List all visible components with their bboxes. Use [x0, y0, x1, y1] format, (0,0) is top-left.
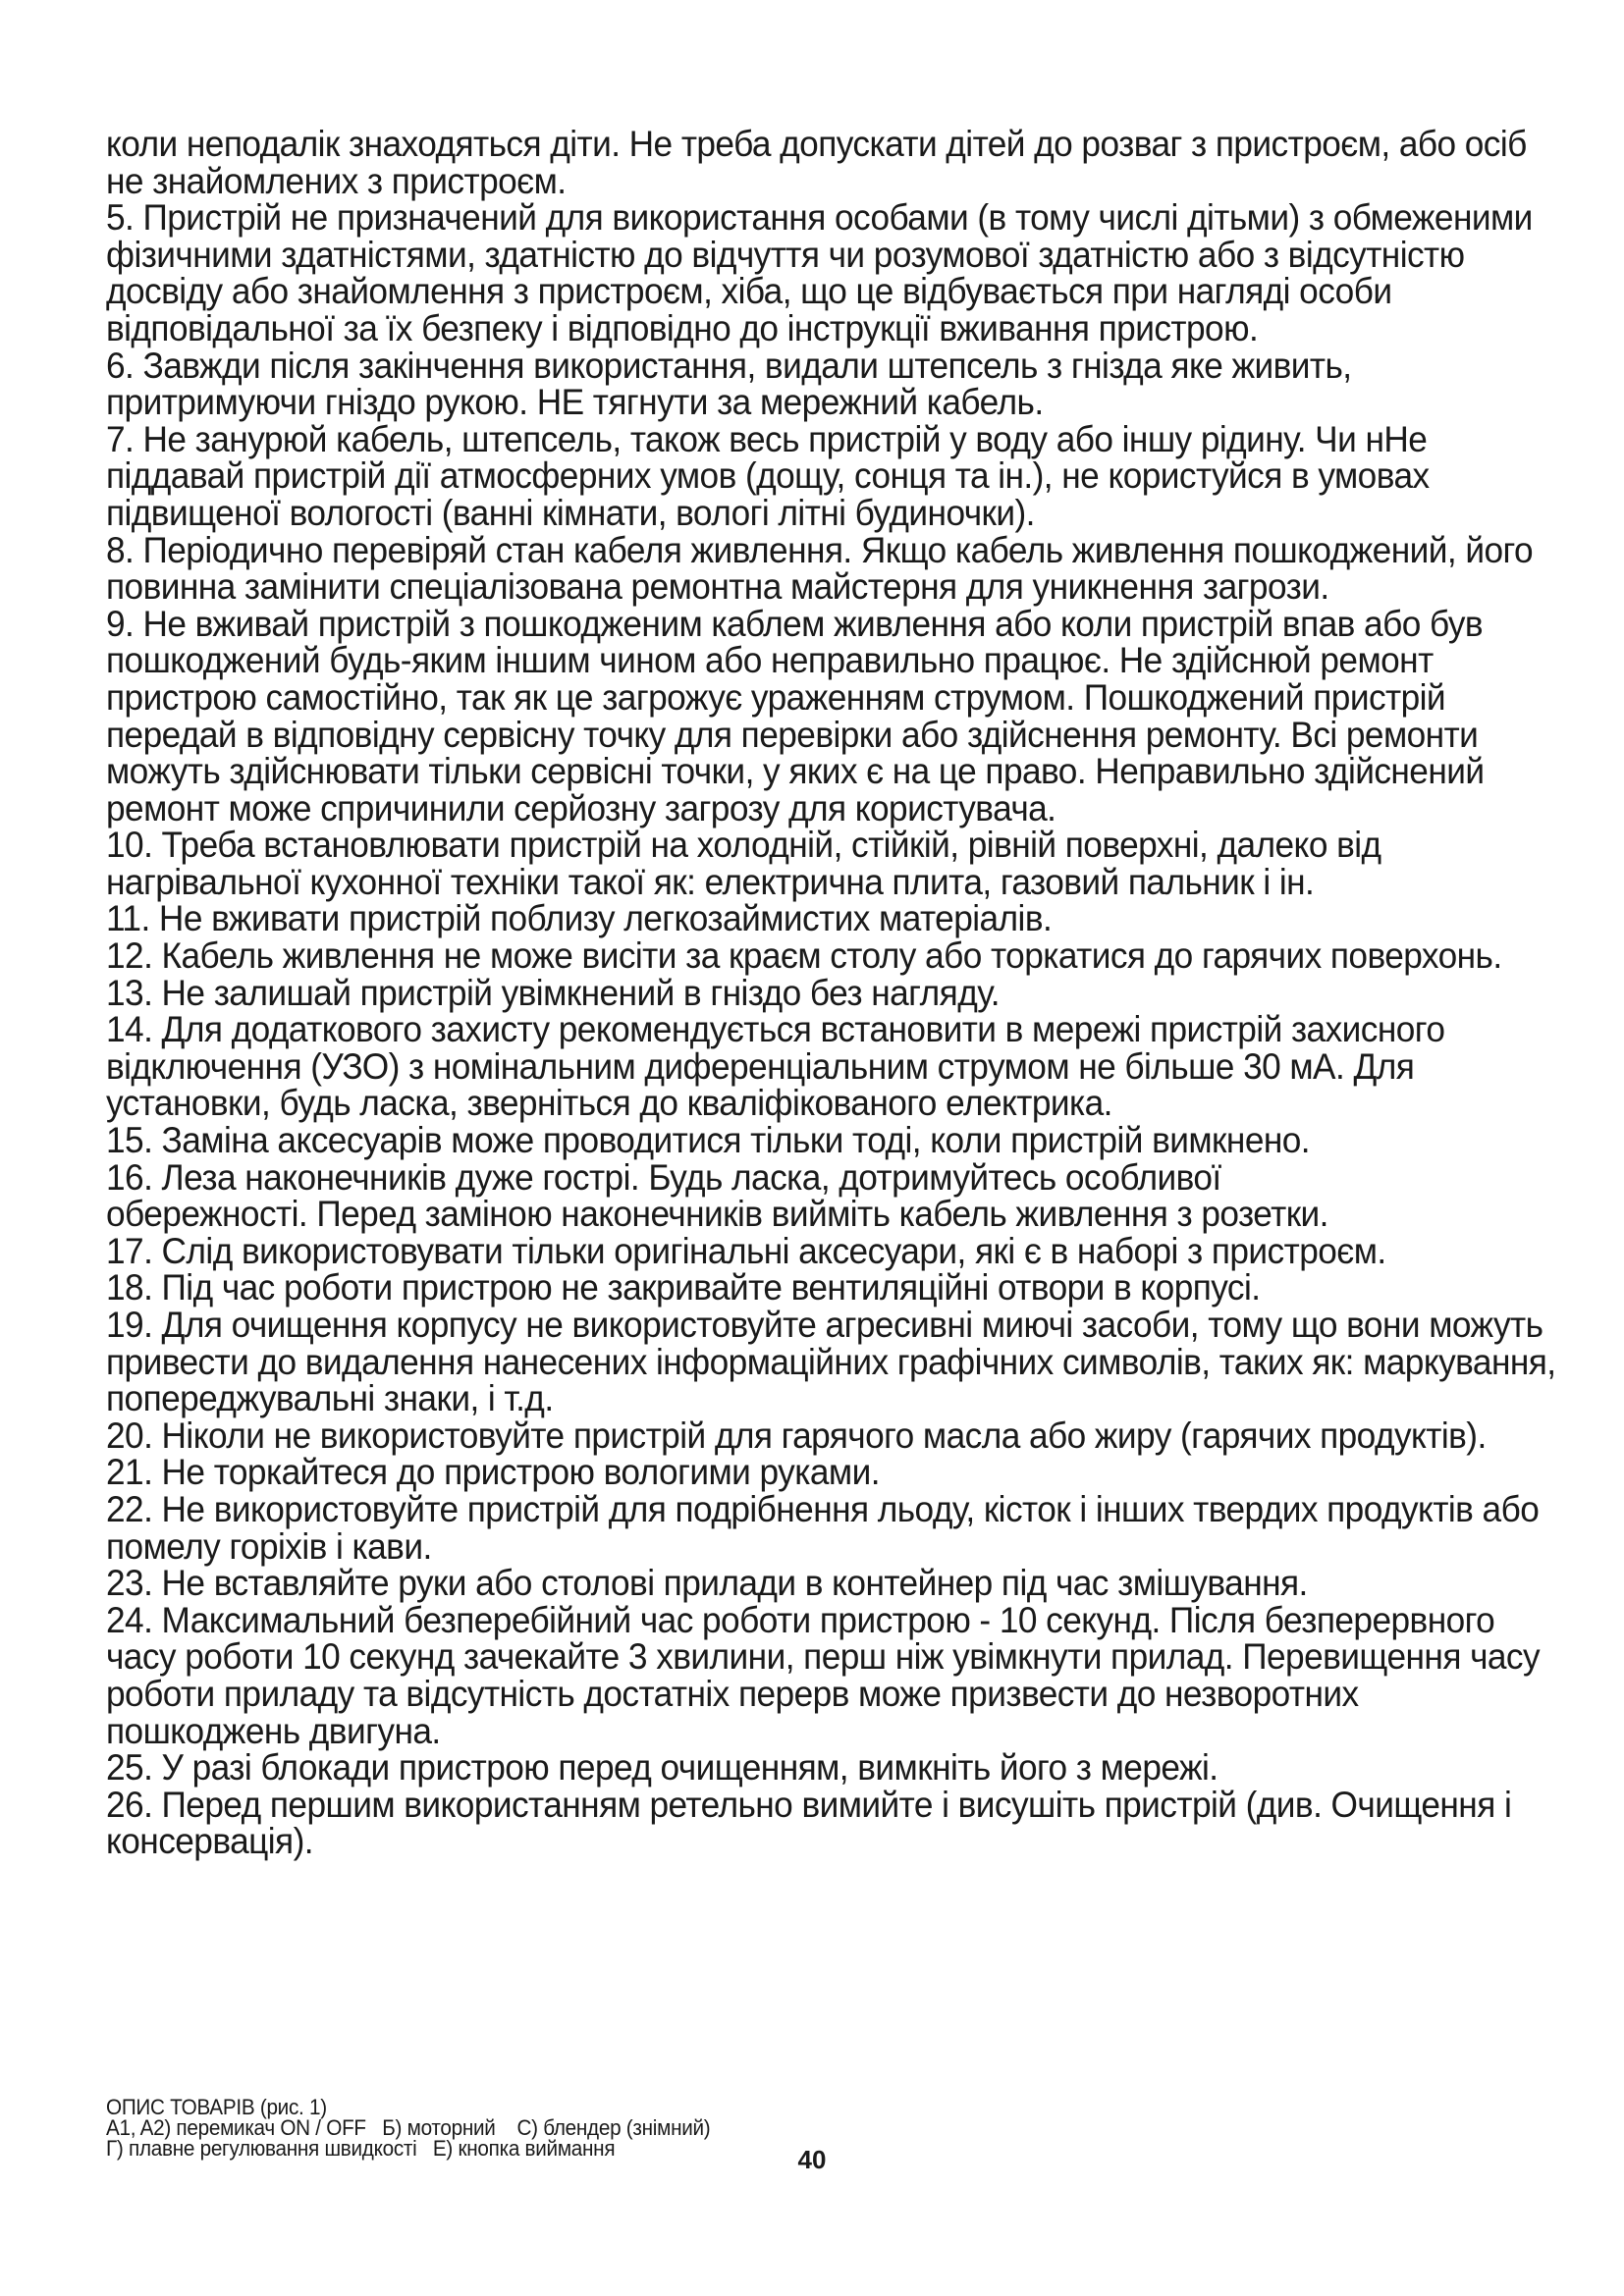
paragraph-13: 13. Не залишай пристрій увімкнений в гніздо без нагляду.: [106, 971, 1000, 1013]
paragraph-continuation: коли неподалік знаходяться діти. Не треба допускати дітей до розваг з пристроєм, або осіб не знайомлених з пристроєм.: [106, 123, 1527, 201]
paragraph-26: 26. Перед першим використанням ретельно вимийте і висушіть пристрій (див. Очищення і консервація).: [106, 1783, 1512, 1862]
paragraph-7: 7. Не занурюй кабель, штепсель, також весь пристрій у воду або іншу рідину. Чи нНе піддавай пристрій дії атмосферних умов (дощу, сонця та ін.), не користуйся в умовах підвищеної вологості (ванні кімнати, вологі літні будиночки).: [106, 417, 1430, 533]
paragraph-6: 6. Завжди після закінчення використання, видали штепсель з гнізда яке живить, притримуючи гніздо рукою. НЕ тягнути за мережний кабель.: [106, 344, 1352, 423]
paragraph-14: 14. Для додаткового захисту рекомендується встановити в мережі пристрій захисного відключення (УЗО) з номінальним диференціальним струмом не більше 30 мА. Для установки, будь ласка, зверніться до кваліфікованого електрика.: [106, 1008, 1445, 1124]
paragraph-20: 20. Ніколи не використовуйте пристрій для гарячого масла або жиру (гарячих продуктів).: [106, 1414, 1487, 1456]
paragraph-21: 21. Не торкайтеся до пристрою вологими руками.: [106, 1451, 880, 1493]
paragraph-16-continued: обережності. Перед заміною наконечників вийміть кабель живлення з розетки.: [106, 1193, 1328, 1235]
page-number: 40: [797, 2145, 827, 2174]
paragraph-5: 5. Пристрій не призначений для використання особами (в тому числі дітьми) з обмеженими фізичними здатністями, здатністю до відчуття чи розумової здатністю або з відсутністю досвіду або знайомлення з пристроєм, хіба, що це відбувається при нагляді особи відповідальної за їх безпеку і відповідно до інструкції вживання пристрою.: [106, 196, 1533, 348]
safety-instructions: [106, 123, 1560, 1862]
paragraph-9: 9. Не вживай пристрій з пошкодженим каблем живлення або коли пристрій впав або був пошкоджений будь-яким іншим чином або неправильно працює. Не здійснюй ремонт пристрою самостійно, так як це загрожує ураженням струмом. Пошкоджений пристрій передай в відповідну сервісну точку для перевірки або здійснення ремонту. Всі ремонти можуть здійснювати тільки сервісні точки, у яких є на це право. Неправильно здійснений ремонт може спричинили серйозну загрозу для користувача.: [106, 602, 1485, 828]
paragraph-15: 15. Заміна аксесуарів може проводитися тільки тоді, коли пристрій вимкнено.: [106, 1119, 1311, 1161]
paragraph-17: 17. Слід використовувати тільки оригінальні аксесуари, які є в наборі з пристроєм.: [106, 1229, 1386, 1271]
paragraph-24: 24. Максимальний безперебійний час роботи пристрою - 10 секунд. Після безперервного часу роботи 10 секунд зачекайте 3 хвилини, перш ніж увімкнути прилад. Перевищення часу роботи приладу та відсутність достатніх перерв може призвести до незворотних пошкоджень двигуна.: [106, 1598, 1541, 1751]
paragraph-23: 23. Не вставляйте руки або столові прилади в контейнер під час змішування.: [106, 1562, 1308, 1604]
paragraph-12: 12. Кабель живлення не може висіти за краєм столу або торкатися до гарячих поверхонь.: [106, 934, 1502, 977]
description-line-2: Г) плавне регулювання швидкості E) кнопка виймання: [106, 2136, 616, 2161]
paragraph-10: 10. Треба встановлювати пристрій на холодній, стійкій, рівній поверхні, далеко від нагрівальної кухонної техніки такої як: електрична плита, газовий пальник і ін.: [106, 824, 1381, 902]
description-line-1: A1, A2) перемикач ON / OFF Б) моторний C) блендер (знімний): [106, 2115, 711, 2140]
paragraph-25: 25. У разі блокади пристрою перед очищенням, вимкніть його з мережі.: [106, 1746, 1218, 1789]
paragraph-8: 8. Періодично перевіряй стан кабеля живлення. Якщо кабель живлення пошкоджений, його повинна замінити спеціалізована ремонтна майстерня для уникнення загрози.: [106, 528, 1534, 608]
description-title: ОПИС ТОВАРІВ (рис. 1): [106, 2095, 327, 2119]
paragraph-16: 16. Леза наконечників дуже гострі. Будь ласка, дотримуйтесь особливої: [106, 1155, 1221, 1198]
paragraph-18: 18. Під час роботи пристрою не закривайте вентиляційні отвори в корпусі.: [106, 1266, 1261, 1308]
paragraph-11: 11. Не вживати пристрій поблизу легкозаймистих матеріалів.: [106, 897, 1053, 939]
paragraph-19: 19. Для очищення корпусу не використовуйте агресивні миючі засоби, тому що вони можуть привести до видалення нанесених інформаційних графічних символів, таких як: маркування, попереджувальні знаки, і т.д.: [106, 1304, 1556, 1419]
paragraph-22: 22. Не використовуйте пристрій для подрібнення льоду, кісток і інших твердих продуктів або помелу горіхів і кави.: [106, 1487, 1540, 1567]
